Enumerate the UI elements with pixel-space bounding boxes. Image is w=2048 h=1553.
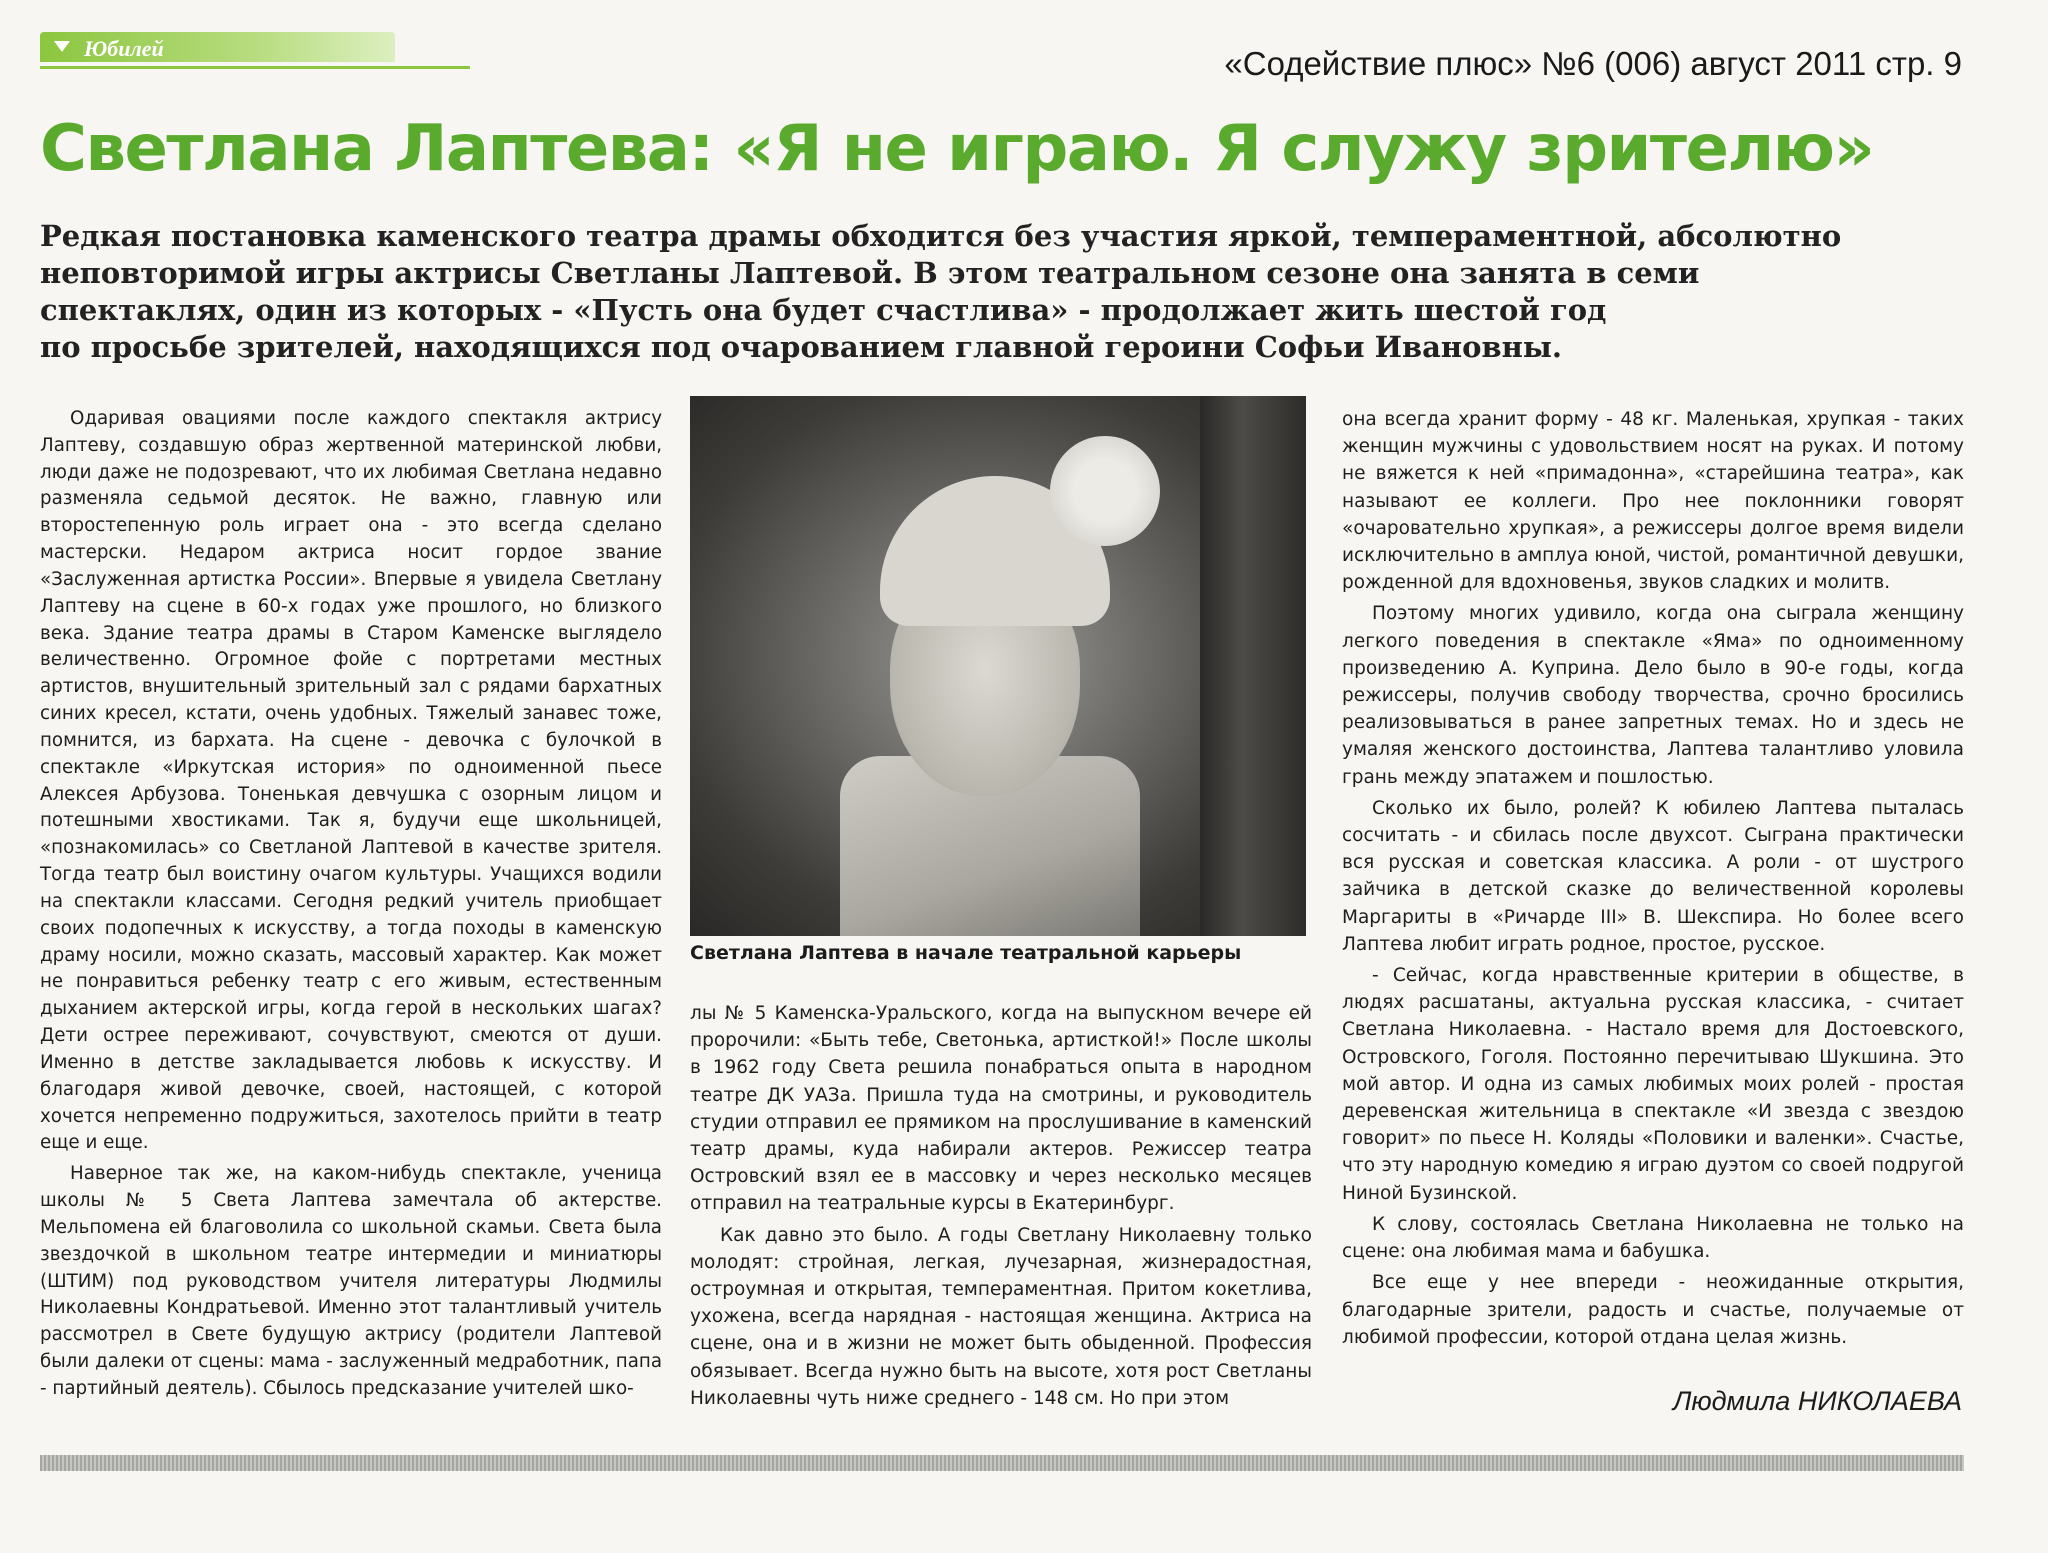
rubric-tab	[40, 32, 395, 62]
paragraph: Поэтому многих удивило, когда она сыграла женщину легкого поведения в спектакле «Яма» по одноименному произведению А. Куприна. Дело было в 90-е годы, когда режиссеры, получив свободу творчества, срочно бросились реализовываться в ранее запретных темах. Но и здесь не умаляя женского достоинства, Лаптева талантливо уловила грань между эпатажем и пошлостью.	[1342, 603, 1964, 788]
paragraph: лы № 5 Каменска-Уральского, когда на выпускном вечере ей пророчили: «Быть тебе, Светонька, артисткой!» После школы в 1962 году Света решила понабраться опыта в народном театре ДК УАЗа. Пришла туда на смотрины, и руководитель студии отправил ее прямиком на прослушивание в каменский театр драмы, куда набирали актеров. Режиссер театра Островский взял ее в массовку и через несколько месяцев отправил на театральные курсы в Екатеринбург.	[690, 1003, 1312, 1215]
text-column-3	[1342, 406, 1964, 1355]
article-lead	[40, 218, 2000, 366]
lead-line: неповторимой игры актрисы Светланы Лаптевой. В этом театральном сезоне она занята в семи	[40, 256, 1700, 290]
author-signature: Людмила НИКОЛАЕВА	[1672, 1386, 1962, 1416]
lead-line: по просьбе зрителей, находящихся под очарованием главной героини Софьи Ивановны.	[40, 330, 1563, 364]
rubric-bar	[40, 32, 470, 69]
actress-photo	[690, 396, 1306, 936]
bottom-rule	[40, 1455, 1964, 1471]
lead-line: спектаклях, один из которых - «Пусть она будет счастлива» - продолжает жить шестой год	[40, 293, 1607, 327]
paragraph: она всегда хранит форму - 48 кг. Маленькая, хрупкая - таких женщин мужчины с удовольствием носят на руках. И потому не вяжется к ней «примадонна», «старейшина театра», как называют ее коллеги. Про нее поклонники говорят «очаровательно хрупкая», а режиссеры долгое время видели исключительно в амплуа юной, чистой, романтичной девушки, рожденной для вдохновенья, звуков сладких и молитв.	[1342, 409, 1964, 594]
photo-pompom	[1050, 436, 1160, 546]
paragraph: - Сейчас, когда нравственные критерии в обществе, в людях расшатаны, актуальна русская классика, - считает Светлана Николаевна. - Настало время для Достоевского, Островского, Гоголя. Постоянно перечитываю Шукшина. Это мой автор. И одна из самых любимых моих ролей - простая деревенская жительница в спектакле «И звезда с звездою говорит» по пьесе Н. Коляды «Половики и валенки». Счастье, что эту народную комедию я играю дуэтом со своей подругой Ниной Бузинской.	[1342, 965, 1964, 1204]
article-title: Светлана Лаптева: «Я не играю. Я служу зрителю»	[40, 112, 1874, 186]
paragraph: Как давно это было. А годы Светлану Николаевну только молодят: стройная, легкая, лучезарная, жизнерадостная, остроумная и открытая, темпераментная. Притом кокетлива, ухожена, всегда нарядная - настоящая женщина. Актриса на сцене, она и в жизни не может быть обыденной. Профессия обязывает. Всегда нужно быть на высоте, хотя рост Светланы Николаевны чуть ниже среднего - 148 см. Но при этом	[690, 1224, 1312, 1409]
issue-info: «Содействие плюс» №6 (006) август 2011 стр. 9	[1224, 45, 1962, 82]
triangle-down-icon	[54, 41, 70, 52]
photo-caption: Светлана Лаптева в начале театральной карьеры	[690, 942, 1242, 964]
paragraph: Сколько их было, ролей? К юбилею Лаптева пыталась сосчитать - и сбилась после двухсот. Сыграна практически вся русская и советская классика. А роли - от шустрого зайчика в детской сказке до величественной королевы Маргариты в «Ричарде III» В. Шекспира. Но более всего Лаптева любит играть родное, простое, русское.	[1342, 797, 1964, 955]
lead-line: Редкая постановка каменского театра драмы обходится без участия яркой, темпераментной, абсолютно	[40, 219, 1842, 253]
text-column-2	[690, 1000, 1312, 1416]
paragraph: Наверное так же, на каком-нибудь спектакле, ученица школы № 5 Света Лаптева замечтала об актерстве. Мельпомена ей благоволила со школьной скамьи. Света была звездочкой в школьном театре интермедии и миниатюры (ШТИМ) под руководством учителя литературы Людмилы Николаевны Кондратьевой. Именно этот талантливый учитель рассмотрел в Свете будущую актрису (родители Лаптевой были далеки от сцены: мама - заслуженный медработник, папа - партийный деятель). Сбылось предсказание учителей шко-	[40, 1163, 662, 1399]
paragraph: Одаривая овациями после каждого спектакля актрису Лаптеву, создавшую образ жертвенной материнской любви, люди даже не подозревают, что их любимая Светлана недавно разменяла седьмой десяток. Не важно, главную или второстепенную роль играет она - это всегда сделано мастерски. Недаром актриса носит гордое звание «Заслуженная артистка России». Впервые я увидела Светлану Лаптеву на сцене в 60-х годах уже прошлого, но близкого века. Здание театра драмы в Старом Каменске выглядело величественно. Огромное фойе с портретами местных артистов, внушительный зрительный зал с рядами бархатных синих кресел, кстати, очень удобных. Тяжелый занавес тоже, помнится, из бархата. На сцене - девочка с булочкой в спектакле «Иркутская история» по одноименной пьесе Алексея Арбузова. Тоненькая девчушка с озорным лицом и потешными хвостиками. Так я, будучи еще школьницей, «познакомилась» со Светланой Лаптевой в качестве зрителя. Тогда театр был воистину очагом культуры. Учащихся водили на спектакли классами. Сегодня редкий учитель приобщает своих подопечных к искусству, а тогда походы в каменскую драму носили, можно сказать, массовый характер. Как может не понравиться ребенку театр с его живым, естественным дыханием актерской игры, когда герой в нескольких шагах? Дети острее переживают, сочувствуют, смеются от души. Именно в детстве закладывается любовь к искусству. И благодаря живой девочке, своей, настоящей, с которой хочется непременно подружиться, захотелось прийти в театр еще и еще.	[40, 408, 662, 1154]
paragraph: К слову, состоялась Светлана Николаевна не только на сцене: она любимая мама и бабушка.	[1342, 1213, 1964, 1263]
text-column-1	[40, 406, 662, 1407]
rubric-label: Юбилей	[84, 36, 164, 61]
paragraph: Все еще у нее впереди - неожиданные открытия, благодарные зрители, радость и счастье, получаемые от любимой профессии, которой отдана целая жизнь.	[1342, 1272, 1964, 1348]
photo-door-frame	[1200, 396, 1306, 936]
